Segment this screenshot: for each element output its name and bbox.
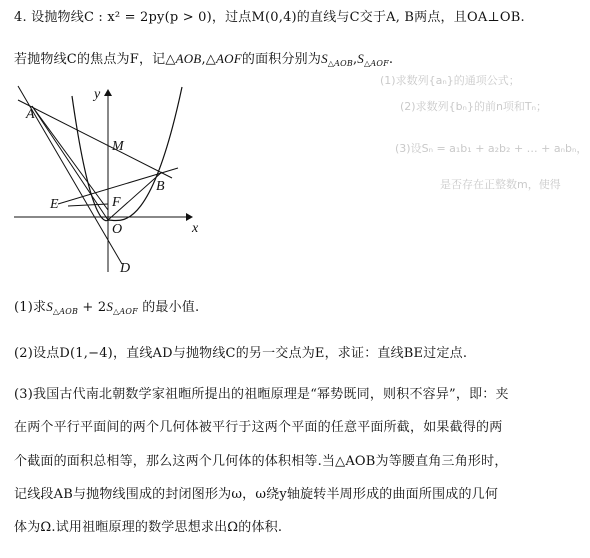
question-3-line-5: 体为Ω.试用祖暅原理的数学思想求出Ω的体积. (14, 520, 283, 535)
point-label-d: D (120, 261, 131, 276)
intro-end: . (388, 52, 394, 67)
axis-label-x: x (192, 221, 199, 236)
point-label-m: M (112, 139, 124, 154)
q1-suffix: 的最小值. (137, 300, 200, 315)
area-s2: S (357, 51, 364, 66)
q1-s2: S (106, 299, 114, 314)
bleed-through-line-3: (3)设Sₙ = a₁b₁ + a₂b₂ + … + aₙbₙ， (395, 142, 588, 155)
q1-prefix: (1)求 (14, 300, 47, 315)
question-3-line-1: (3)我国古代南北朝数学家祖暅所提出的祖暅原理是“幂势既同，则积不容异”，即：夹 (14, 387, 509, 402)
question-3-line-2: 在两个平行平面间的两个几何体被平行于这两个平面的任意平面所截，如果截得的两 (14, 420, 503, 435)
question-1 (14, 298, 199, 321)
point-label-f: F (112, 195, 121, 210)
q1-s2-subscript: △AOF (113, 307, 138, 316)
point-label-b: B (156, 179, 165, 194)
problem-intro-line-2 (14, 50, 393, 73)
segment-ao (32, 106, 108, 220)
question-2: (2)设点D(1,−4)，直线AD与抛物线C的另一交点为E，求证：直线BE过定点. (14, 346, 468, 361)
parabola-figure (10, 82, 210, 277)
intro-separator: , (201, 52, 206, 67)
bleed-through-line-1: (1)求数列{aₙ}的通项公式； (380, 74, 520, 87)
segment-af (32, 106, 108, 210)
axis-label-y: y (94, 87, 101, 102)
triangle-aob-label: △AOB (165, 51, 202, 66)
triangle-aof-label: △AOF (205, 51, 242, 66)
point-label-e: E (50, 197, 59, 212)
intro-prefix: 若抛物线C的焦点为F，记 (14, 52, 166, 67)
point-label-a: A (26, 107, 35, 122)
question-3-line-4: 记线段AB与抛物线围成的封闭图形为ω，ω绕y轴旋转半周形成的曲面所围成的几何 (14, 487, 499, 502)
intro-mid: 的面积分别为 (241, 52, 322, 67)
area-s1-subscript: △AOB (327, 59, 353, 68)
bleed-through-line-2: (2)求数列{bₙ}的前n项和Tₙ； (400, 100, 548, 113)
q1-plus: + 2 (78, 300, 107, 315)
problem-number: 4. (14, 10, 27, 25)
bleed-through-line-4: 是否存在正整数m，使得 (440, 178, 561, 191)
problem-intro-line-1 (14, 9, 525, 27)
area-s2-subscript: △AOF (364, 59, 389, 68)
parabola-curve (72, 87, 182, 221)
q1-s1: S (46, 299, 53, 314)
problem-statement: 设抛物线C : x² = 2py(p > 0)，过点M(0,4)的直线与C交于A, B两点，且OA⊥OB. (31, 10, 525, 25)
line-ab (18, 100, 172, 178)
question-3-line-3: 个截面的面积总相等，那么这两个几何体的体积相等.当△AOB为等腰直角三角形时， (14, 454, 508, 469)
point-label-o: O (112, 222, 123, 237)
area-s1: S (321, 51, 328, 66)
intro-comma: , (352, 52, 358, 67)
q1-s1-subscript: △AOB (52, 307, 79, 316)
